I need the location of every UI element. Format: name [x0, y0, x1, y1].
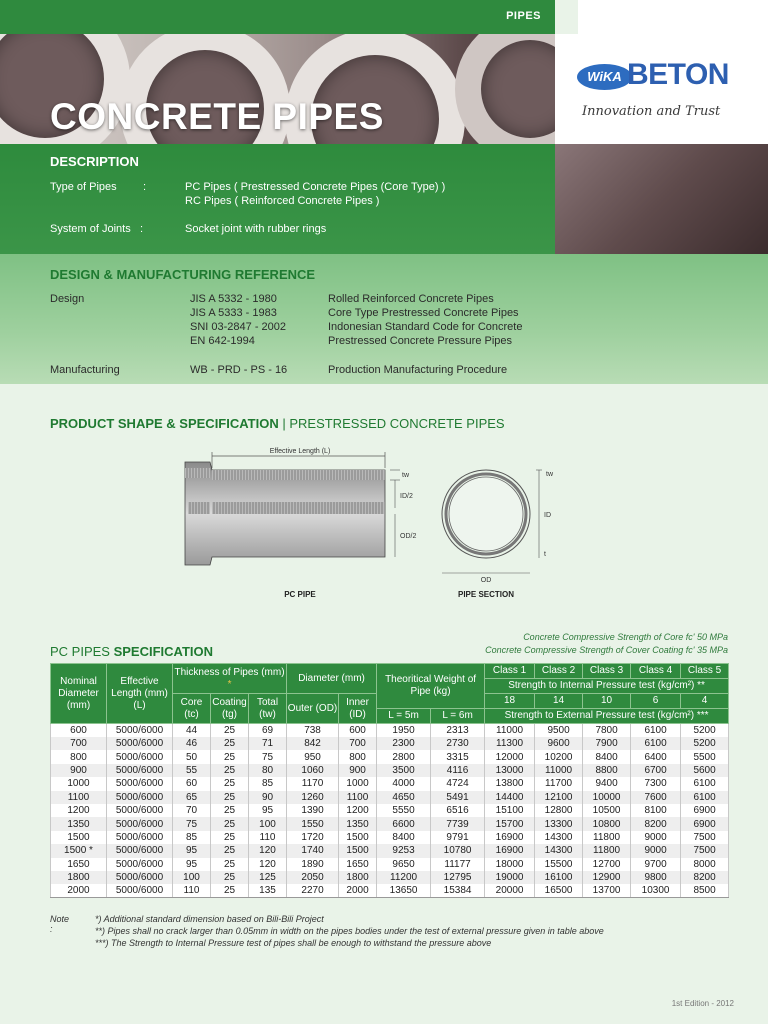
table-cell: 4650 — [377, 791, 431, 804]
table-cell: 95 — [249, 804, 287, 817]
table-cell: 8000 — [681, 858, 729, 871]
table-cell: 800 — [339, 750, 377, 763]
table-cell: 9000 — [631, 844, 681, 857]
table-cell: 2313 — [431, 724, 485, 738]
design-code: EN 642-1994 — [190, 335, 255, 347]
table-cell: 80 — [249, 764, 287, 777]
table-row — [51, 884, 729, 898]
table-cell: 25 — [211, 764, 249, 777]
table-cell: 1650 — [51, 858, 107, 871]
table-cell: 25 — [211, 858, 249, 871]
table-cell: 6400 — [631, 750, 681, 763]
table-cell: 6100 — [681, 777, 729, 790]
table-cell: 16900 — [485, 844, 535, 857]
top-bar — [0, 0, 555, 34]
table-cell: 110 — [249, 831, 287, 844]
table-cell: 9000 — [631, 831, 681, 844]
table-cell: 11700 — [535, 777, 583, 790]
table-cell: 25 — [211, 724, 249, 738]
table-cell: 800 — [51, 750, 107, 763]
table-cell: 12900 — [583, 871, 631, 884]
pc-spec-heading-bold: SPECIFICATION — [113, 644, 214, 659]
table-cell: 71 — [249, 737, 287, 750]
table-cell: 70 — [173, 804, 211, 817]
table-cell: 9700 — [631, 858, 681, 871]
table-cell: 8100 — [631, 804, 681, 817]
effective-length-label: Effective Length (L) — [269, 448, 331, 455]
table-cell: 9400 — [583, 777, 631, 790]
table-row — [51, 831, 729, 844]
table-cell: 9253 — [377, 844, 431, 857]
design-desc: Rolled Reinforced Concrete Pipes — [328, 293, 494, 305]
table-cell: 7600 — [631, 791, 681, 804]
table-cell: 738 — [287, 724, 339, 738]
design-desc: Indonesian Standard Code for Concrete — [328, 321, 523, 333]
table-cell: 2300 — [377, 737, 431, 750]
table-cell: 60 — [173, 777, 211, 790]
table-cell: 1260 — [287, 791, 339, 804]
table-row — [51, 791, 729, 804]
table-cell: 25 — [211, 831, 249, 844]
table-cell: 1390 — [287, 804, 339, 817]
table-cell: 5200 — [681, 737, 729, 750]
edition-footer: 1st Edition - 2012 — [671, 999, 734, 1008]
table-cell: 9800 — [631, 871, 681, 884]
internal-pressure-header: Strength to Internal Pressure test (kg/cm²) ** — [485, 679, 729, 694]
table-cell: 25 — [211, 844, 249, 857]
page-title: CONCRETE PIPES — [50, 96, 384, 137]
class-1-header: Class 1 — [485, 664, 535, 679]
table-cell: 6516 — [431, 804, 485, 817]
table-cell: 120 — [249, 858, 287, 871]
table-cell: 700 — [51, 737, 107, 750]
note-item: **) Pipes shall no crack larger than 0.05mm in width on the pipes bodies under the test of external pressure given in table above — [95, 926, 604, 936]
table-cell: 95 — [173, 858, 211, 871]
type-label: Type of Pipes — [50, 181, 117, 193]
table-cell: 1950 — [377, 724, 431, 738]
table-cell: 25 — [211, 884, 249, 898]
effective-length-header: Effective Length (mm) (L) — [107, 664, 173, 724]
table-cell: 16500 — [535, 884, 583, 898]
table-cell: 13000 — [485, 764, 535, 777]
table-cell: 6900 — [681, 817, 729, 830]
section-label: PIPES — [506, 10, 541, 22]
table-cell: 5000/6000 — [107, 884, 173, 898]
table-cell: 10780 — [431, 844, 485, 857]
table-cell: 700 — [339, 737, 377, 750]
table-cell: 25 — [211, 750, 249, 763]
table-cell: 11800 — [583, 844, 631, 857]
table-cell: 4116 — [431, 764, 485, 777]
type-line-1: PC Pipes ( Prestressed Concrete Pipes (Core Type) ) — [185, 181, 446, 193]
table-cell: 2050 — [287, 871, 339, 884]
note-item: *) Additional standard dimension based on Bili-Bili Project — [95, 914, 324, 924]
pipe-section-caption: PIPE SECTION — [457, 590, 515, 599]
table-cell: 9500 — [535, 724, 583, 738]
pipe-photo — [555, 144, 768, 254]
table-row — [51, 871, 729, 884]
table-cell: 1500 — [51, 831, 107, 844]
table-cell: 9650 — [377, 858, 431, 871]
brand-tagline: Innovation and Trust — [582, 104, 721, 119]
internal-value: 10 — [583, 694, 631, 709]
design-label: Design — [50, 293, 85, 305]
pc-spec-heading — [50, 644, 213, 659]
table-cell: 55 — [173, 764, 211, 777]
table-cell: 10200 — [535, 750, 583, 763]
table-cell: 4724 — [431, 777, 485, 790]
hero-banner — [0, 34, 578, 144]
table-cell: 16900 — [485, 831, 535, 844]
class-5-header: Class 5 — [681, 664, 729, 679]
table-cell: 1720 — [287, 831, 339, 844]
top-white-strip — [578, 0, 768, 34]
brand-logo — [555, 34, 768, 144]
table-cell: 1060 — [287, 764, 339, 777]
table-cell: 2000 — [339, 884, 377, 898]
table-cell: 15384 — [431, 884, 485, 898]
table-cell: 900 — [51, 764, 107, 777]
design-desc: Core Type Prestressed Concrete Pipes — [328, 307, 519, 319]
table-cell: 8400 — [377, 831, 431, 844]
design-code: JIS A 5333 - 1983 — [190, 307, 277, 319]
total-header: Total (tw) — [249, 694, 287, 724]
table-cell: 100 — [249, 817, 287, 830]
table-cell: 5000/6000 — [107, 817, 173, 830]
type-line-2: RC Pipes ( Reinforced Concrete Pipes ) — [185, 195, 380, 207]
table-cell: 110 — [173, 884, 211, 898]
table-cell: 5200 — [681, 724, 729, 738]
product-shape-heading-rest: | PRESTRESSED CONCRETE PIPES — [282, 416, 505, 431]
table-cell: 1350 — [339, 817, 377, 830]
table-cell: 25 — [211, 791, 249, 804]
table-cell: 25 — [211, 871, 249, 884]
type-colon: : — [143, 181, 147, 193]
design-code: SNI 03-2847 - 2002 — [190, 321, 287, 333]
coating-strength-note: Concrete Compressive Strength of Cover Coating fc' 35 MPa — [485, 645, 728, 655]
table-row — [51, 844, 729, 857]
od-label: OD — [480, 577, 492, 584]
product-shape-heading-bold: PRODUCT SHAPE & SPECIFICATION — [50, 416, 279, 431]
table-cell: 7500 — [681, 844, 729, 857]
weight-5m-header: L = 5m — [377, 709, 431, 724]
class-4-header: Class 4 — [631, 664, 681, 679]
joints-colon: : — [140, 223, 144, 235]
table-cell: 7739 — [431, 817, 485, 830]
core-header: Core (tc) — [173, 694, 211, 724]
table-row — [51, 750, 729, 763]
table-row — [51, 737, 729, 750]
table-cell: 4000 — [377, 777, 431, 790]
table-cell: 95 — [173, 844, 211, 857]
table-cell: 900 — [339, 764, 377, 777]
thickness-note-mark: * — [227, 678, 232, 690]
table-cell: 14300 — [535, 844, 583, 857]
table-cell: 13700 — [583, 884, 631, 898]
table-cell: 20000 — [485, 884, 535, 898]
pc-spec-table — [50, 663, 729, 898]
table-cell: 3315 — [431, 750, 485, 763]
table-cell: 90 — [249, 791, 287, 804]
table-cell: 25 — [211, 817, 249, 830]
table-cell: 100 — [173, 871, 211, 884]
section-t-label: t — [544, 551, 546, 558]
table-cell: 19000 — [485, 871, 535, 884]
table-row — [51, 777, 729, 790]
pc-pipe-caption: PC PIPE — [284, 590, 316, 599]
table-cell: 9600 — [535, 737, 583, 750]
table-cell: 842 — [287, 737, 339, 750]
table-cell: 1170 — [287, 777, 339, 790]
table-cell: 16100 — [535, 871, 583, 884]
table-cell: 8500 — [681, 884, 729, 898]
table-cell: 2270 — [287, 884, 339, 898]
table-cell: 65 — [173, 791, 211, 804]
description-section — [0, 144, 555, 254]
table-cell: 15700 — [485, 817, 535, 830]
diameter-header: Diameter (mm) — [287, 664, 377, 694]
table-cell: 12000 — [485, 750, 535, 763]
table-cell: 25 — [211, 804, 249, 817]
table-cell: 13300 — [535, 817, 583, 830]
internal-value: 18 — [485, 694, 535, 709]
table-cell: 14300 — [535, 831, 583, 844]
table-cell: 2730 — [431, 737, 485, 750]
table-cell: 5500 — [681, 750, 729, 763]
manufacturing-desc: Production Manufacturing Procedure — [328, 364, 508, 376]
table-cell: 1500 * — [51, 844, 107, 857]
joints-label: System of Joints — [50, 223, 131, 235]
table-cell: 1100 — [339, 791, 377, 804]
table-cell: 11800 — [583, 831, 631, 844]
design-code: JIS A 5332 - 1980 — [190, 293, 277, 305]
table-cell: 18000 — [485, 858, 535, 871]
table-cell: 8400 — [583, 750, 631, 763]
table-cell: 5000/6000 — [107, 764, 173, 777]
table-cell: 125 — [249, 871, 287, 884]
table-cell: 600 — [339, 724, 377, 738]
table-cell: 25 — [211, 737, 249, 750]
internal-value: 6 — [631, 694, 681, 709]
table-cell: 5600 — [681, 764, 729, 777]
table-cell: 1800 — [51, 871, 107, 884]
socket-wall-top — [185, 468, 210, 478]
table-cell: 6100 — [631, 724, 681, 738]
table-cell: 1650 — [339, 858, 377, 871]
table-cell: 15100 — [485, 804, 535, 817]
table-cell: 6600 — [377, 817, 431, 830]
table-cell: 44 — [173, 724, 211, 738]
table-cell: 12795 — [431, 871, 485, 884]
table-cell: 2000 — [51, 884, 107, 898]
table-cell: 1890 — [287, 858, 339, 871]
table-cell: 5000/6000 — [107, 844, 173, 857]
coating-header: Coating (tg) — [211, 694, 249, 724]
table-cell: 5000/6000 — [107, 871, 173, 884]
table-cell: 7800 — [583, 724, 631, 738]
product-shape-heading — [50, 416, 505, 431]
table-cell: 5000/6000 — [107, 791, 173, 804]
table-cell: 5000/6000 — [107, 858, 173, 871]
inner-header: Inner (ID) — [339, 694, 377, 724]
table-cell: 5550 — [377, 804, 431, 817]
table-cell: 5000/6000 — [107, 804, 173, 817]
table-cell: 950 — [287, 750, 339, 763]
table-cell: 8200 — [631, 817, 681, 830]
table-cell: 6100 — [631, 737, 681, 750]
table-cell: 15500 — [535, 858, 583, 871]
table-cell: 11177 — [431, 858, 485, 871]
table-cell: 1800 — [339, 871, 377, 884]
table-cell: 7900 — [583, 737, 631, 750]
od-half-label: OD/2 — [400, 533, 417, 540]
class-2-header: Class 2 — [535, 664, 583, 679]
nominal-diameter-header: Nominal Diameter (mm) — [51, 664, 107, 724]
internal-value: 14 — [535, 694, 583, 709]
table-cell: 7300 — [631, 777, 681, 790]
joints-value: Socket joint with rubber rings — [185, 223, 327, 235]
table-cell: 600 — [51, 724, 107, 738]
table-cell: 6900 — [681, 804, 729, 817]
table-cell: 46 — [173, 737, 211, 750]
table-cell: 85 — [173, 831, 211, 844]
pipe-diagram — [180, 440, 580, 605]
pc-spec-heading-plain: PC PIPES — [50, 644, 110, 659]
external-pressure-header: Strength to External Pressure test (kg/cm²) *** — [485, 709, 729, 724]
outer-header: Outer (OD) — [287, 694, 339, 724]
table-cell: 50 — [173, 750, 211, 763]
table-cell: 75 — [249, 750, 287, 763]
brand-name: BETON — [627, 58, 729, 91]
table-cell: 10000 — [583, 791, 631, 804]
table-cell: 120 — [249, 844, 287, 857]
reference-heading: DESIGN & MANUFACTURING REFERENCE — [50, 267, 316, 282]
table-cell: 6700 — [631, 764, 681, 777]
table-cell: 14400 — [485, 791, 535, 804]
table-cell: 6100 — [681, 791, 729, 804]
table-cell: 11000 — [535, 764, 583, 777]
note-item: ***) The Strength to Internal Pressure test of pipes shall be enough to withstand the pressure above — [95, 938, 492, 948]
table-cell: 1000 — [51, 777, 107, 790]
table-row — [51, 764, 729, 777]
table-cell: 5491 — [431, 791, 485, 804]
table-cell: 1000 — [339, 777, 377, 790]
table-cell: 85 — [249, 777, 287, 790]
weight-header: Theoritical Weight of Pipe (kg) — [377, 664, 485, 709]
weight-6m-header: L = 6m — [431, 709, 485, 724]
table-cell: 9791 — [431, 831, 485, 844]
wika-mark: WiKA — [577, 64, 632, 90]
internal-value: 4 — [681, 694, 729, 709]
reference-section — [0, 254, 768, 384]
thickness-header: Thickness of Pipes (mm) * — [173, 664, 287, 694]
table-cell: 1500 — [339, 844, 377, 857]
table-row — [51, 804, 729, 817]
section-id-label: ID — [544, 512, 551, 519]
table-cell: 12800 — [535, 804, 583, 817]
table-cell: 11000 — [485, 724, 535, 738]
table-cell: 1200 — [339, 804, 377, 817]
table-cell: 11200 — [377, 871, 431, 884]
table-cell: 12100 — [535, 791, 583, 804]
table-cell: 5000/6000 — [107, 831, 173, 844]
table-cell: 1350 — [51, 817, 107, 830]
table-cell: 13800 — [485, 777, 535, 790]
table-cell: 1740 — [287, 844, 339, 857]
pipe-wall-center — [212, 502, 385, 514]
notes-label: Note : — [50, 914, 70, 934]
table-cell: 135 — [249, 884, 287, 898]
manufacturing-label: Manufacturing — [50, 364, 120, 376]
table-cell: 13650 — [377, 884, 431, 898]
table-cell: 10500 — [583, 804, 631, 817]
table-row — [51, 817, 729, 830]
table-cell: 5000/6000 — [107, 750, 173, 763]
pc-spec-table-body — [51, 724, 729, 898]
core-strength-note: Concrete Compressive Strength of Core fc' 50 MPa — [523, 632, 728, 642]
table-cell: 75 — [173, 817, 211, 830]
table-cell: 69 — [249, 724, 287, 738]
table-cell: 8200 — [681, 871, 729, 884]
table-row — [51, 724, 729, 738]
table-cell: 11300 — [485, 737, 535, 750]
pipe-wall-top — [212, 470, 385, 480]
table-cell: 3500 — [377, 764, 431, 777]
table-cell: 5000/6000 — [107, 737, 173, 750]
table-cell: 10800 — [583, 817, 631, 830]
table-cell: 5000/6000 — [107, 724, 173, 738]
table-cell: 5000/6000 — [107, 777, 173, 790]
class-3-header: Class 3 — [583, 664, 631, 679]
design-desc: Prestressed Concrete Pressure Pipes — [328, 335, 513, 347]
table-cell: 12700 — [583, 858, 631, 871]
table-cell: 1550 — [287, 817, 339, 830]
table-cell: 1500 — [339, 831, 377, 844]
section-tw-label: tw — [546, 471, 553, 478]
table-cell: 1100 — [51, 791, 107, 804]
table-cell: 1200 — [51, 804, 107, 817]
table-cell: 25 — [211, 777, 249, 790]
description-heading: DESCRIPTION — [50, 154, 139, 169]
tw-label: tw — [402, 472, 409, 479]
table-cell: 10300 — [631, 884, 681, 898]
table-row — [51, 858, 729, 871]
id-half-label: ID/2 — [400, 493, 413, 500]
table-cell: 2800 — [377, 750, 431, 763]
table-cell: 7500 — [681, 831, 729, 844]
manufacturing-code: WB - PRD - PS - 16 — [190, 364, 288, 376]
table-cell: 8800 — [583, 764, 631, 777]
